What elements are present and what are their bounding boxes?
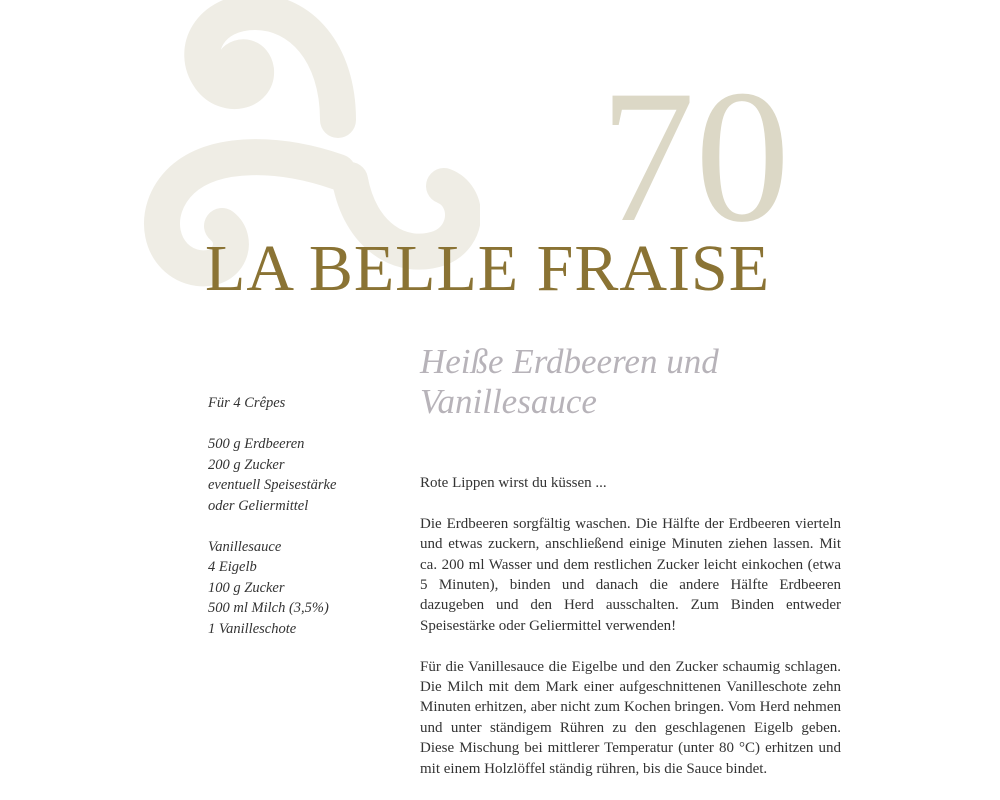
ingredient-item: 1 Vanilleschote (208, 620, 297, 637)
page-number: 70 (600, 52, 790, 262)
recipe-title: LA BELLE FRAISE (205, 232, 771, 305)
intro-line: Rote Lippen wirst du küssen ... (420, 475, 607, 491)
ingredient-item: 100 g Zucker (208, 579, 285, 596)
servings-label: Für 4 Crêpes (208, 395, 286, 411)
recipe-subtitle (420, 342, 840, 422)
ingredient-item: oder Geliermittel (208, 497, 309, 514)
subtitle-line: Vanillesauce (420, 382, 597, 421)
ingredient-list (208, 393, 398, 639)
instruction-paragraph: Die Erdbeeren sorgfältig waschen. Die Hälfte der Erdbeeren vierteln und etwas zuckern, anschließend einige Minuten ziehen lassen. Mit ca. 200 ml Wasser und dem restlichen Zucker leicht einkochen (etwa 5 Minuten), binden und danach die andere Hälfte Erdbeeren dazugeben und den Herd ausschalten. Zum Binden entweder Speisestärke oder Geliermittel verwenden! (420, 515, 841, 634)
subtitle-line: Heiße Erdbeeren und (420, 342, 719, 381)
spacer (208, 516, 398, 537)
recipe-instructions (420, 473, 841, 799)
ingredient-item: 500 g Erdbeeren (208, 436, 305, 452)
sauce-heading: Vanillesauce (208, 538, 282, 555)
ingredient-item: 200 g Zucker (208, 456, 285, 473)
ingredient-item: 4 Eigelb (208, 559, 257, 575)
ingredient-item: eventuell Speisestärke (208, 477, 337, 493)
spacer (208, 414, 398, 435)
ingredient-item: 500 ml Milch (3,5%) (208, 600, 329, 616)
instruction-paragraph: Für die Vanillesauce die Eigelbe und den Zucker schaumig schlagen. Die Milch mit dem Mark einer aufgeschnittenen Vanilleschote zehn Minuten erhitzen, aber nicht zum Kochen bringen. Vom Herd nehmen und unter ständigem Rühren zu den geschlagenen Eigelb geben. Diese Mischung bei mittlerer Temperatur (unter 80 °C) erhitzen und mit einem Holzlöffel ständig rühren, bis die Sauce bindet. (420, 658, 841, 777)
